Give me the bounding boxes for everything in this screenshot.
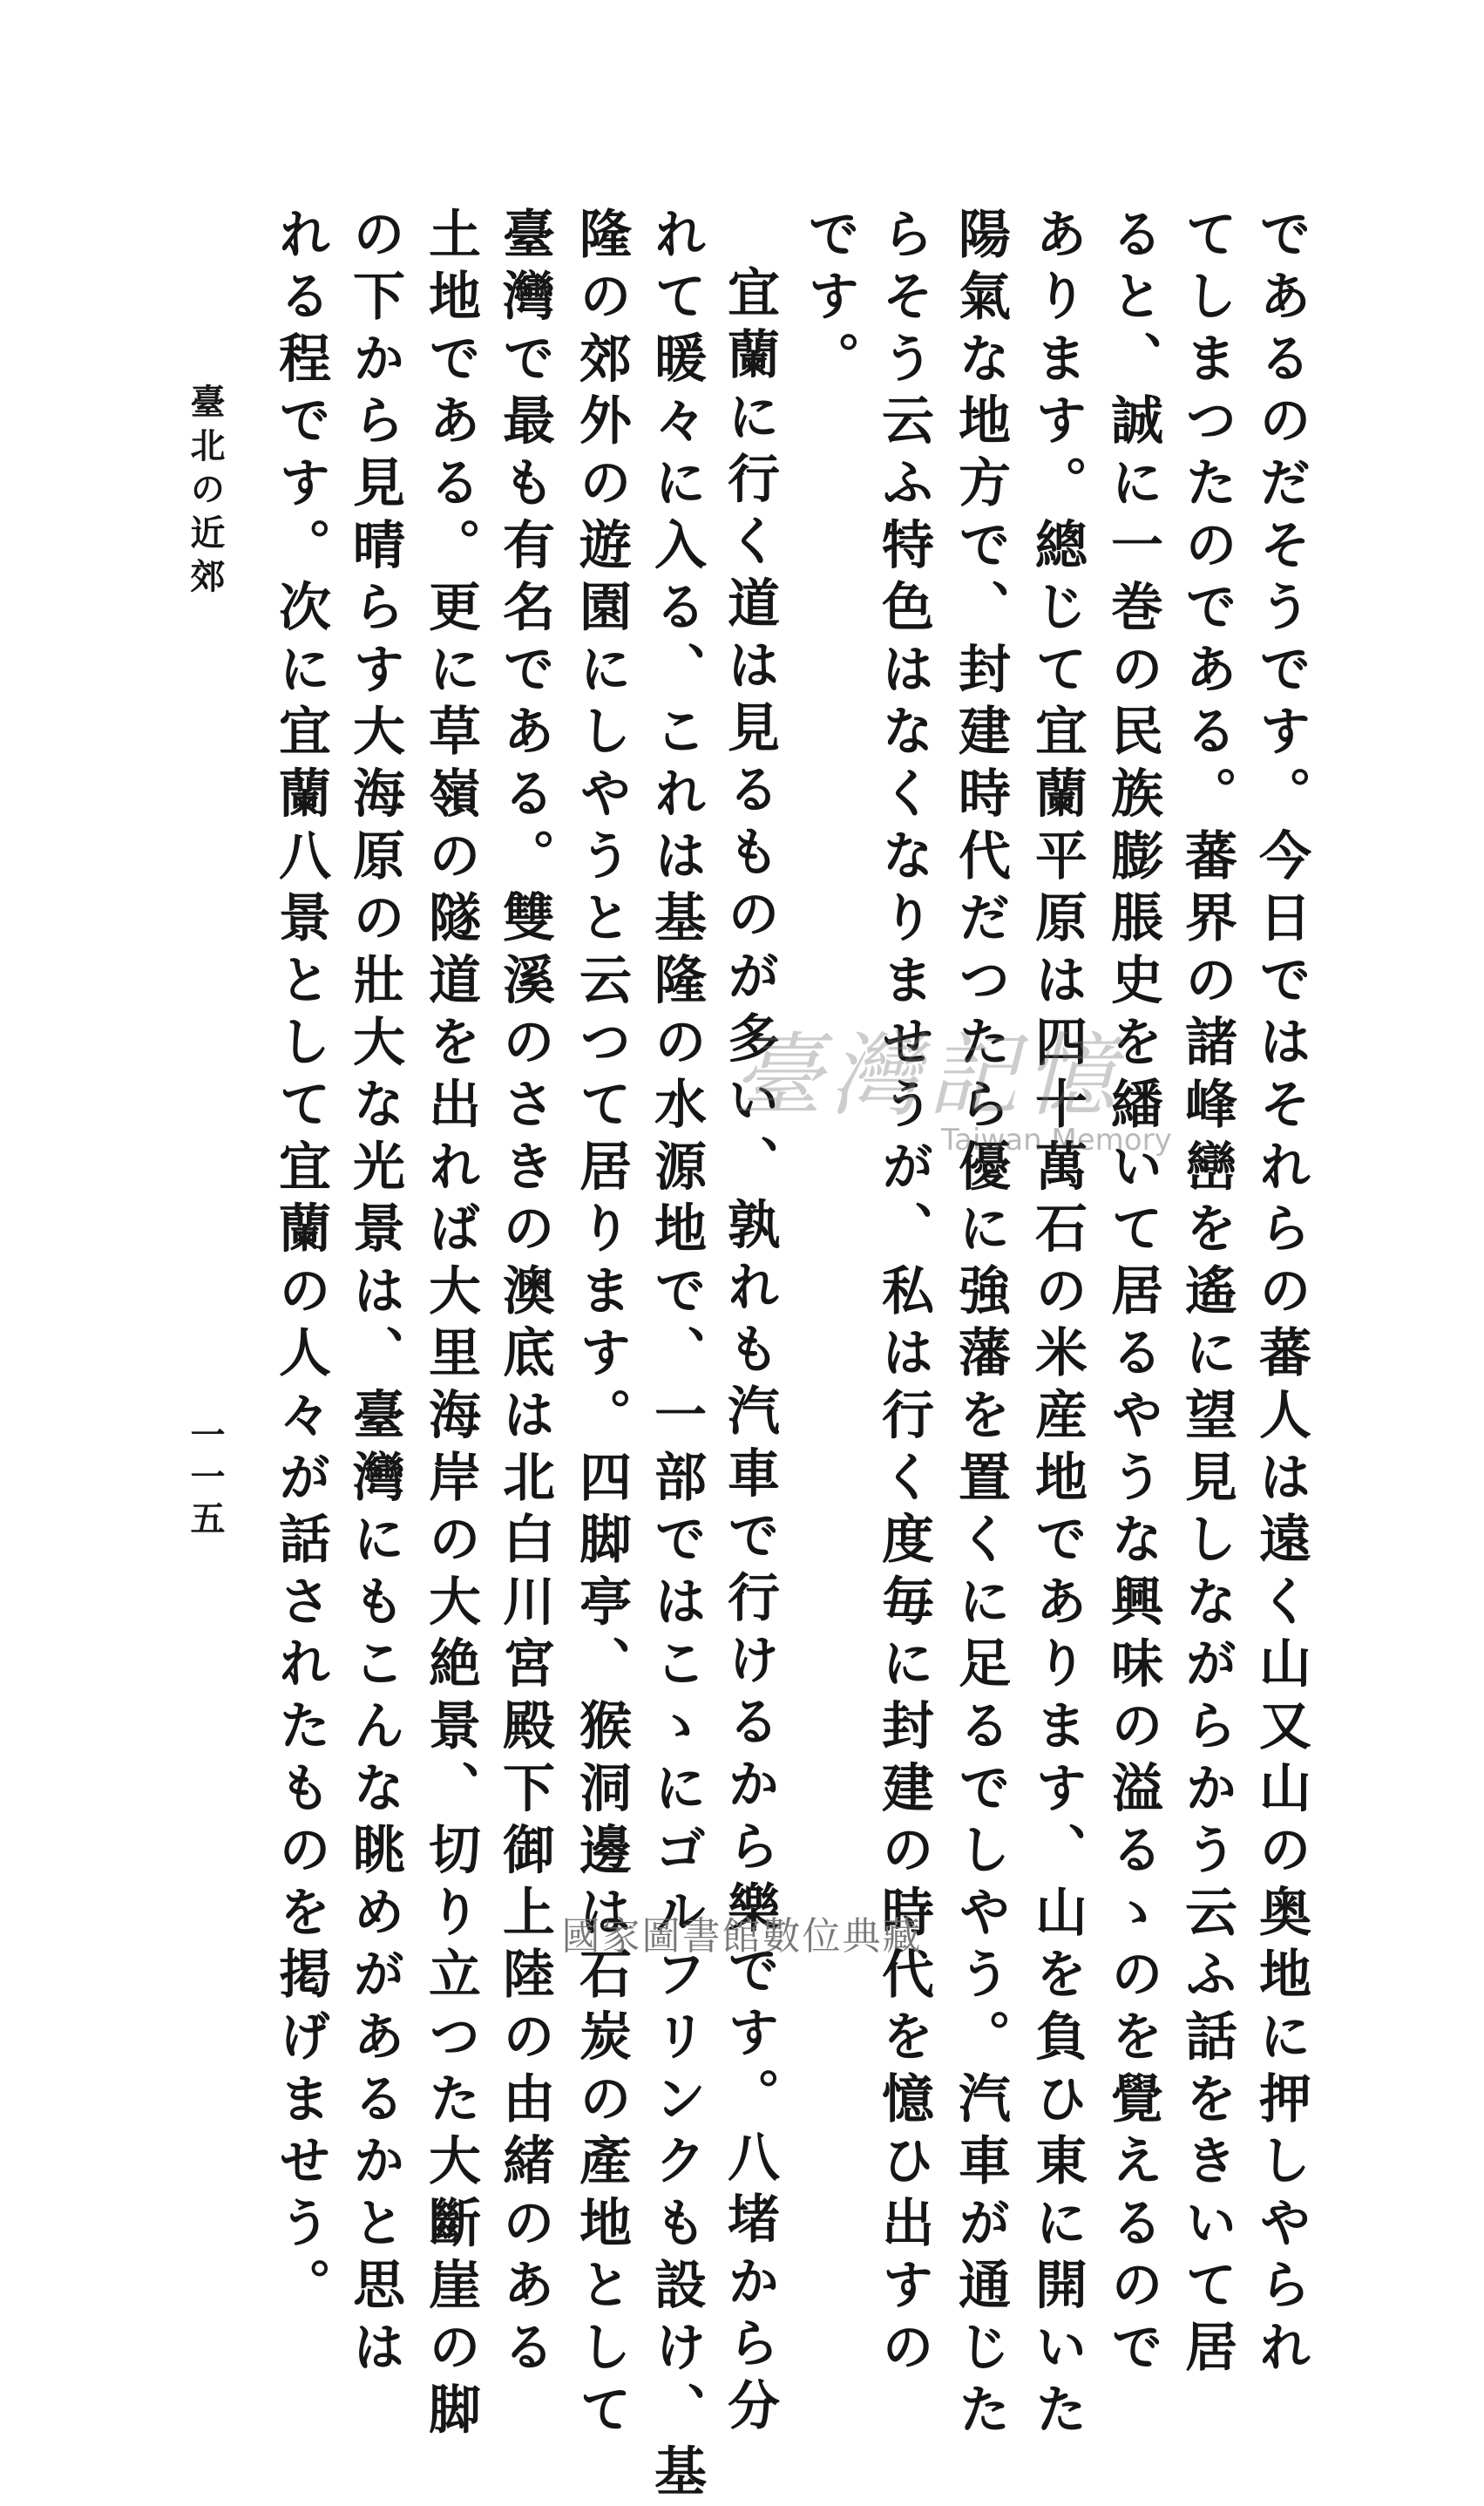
- text-column-6: らそう云ふ特色はなくなりませうが、私は行く度毎に封建の時代を憶ひ出すの: [873, 207, 934, 2382]
- page-number: 一一五: [185, 1416, 226, 1542]
- watermark-title: 臺灣記憶: [732, 1022, 1123, 1129]
- text-column-13: の下から見晴らす大海原の壯大な光景は、臺灣にもこんな眺めがあるかと思は: [344, 207, 405, 2382]
- running-head: 臺北の近郊: [185, 384, 226, 601]
- text-column-4: あります。總じて宜蘭平原は四十萬石の米産地であります、山を負ひ東に開いた: [1027, 207, 1088, 2444]
- text-column-12: 土地である。更に草嶺の隧道を出れば大里海岸の大絶景、切り立つた大斷崖の脚: [420, 207, 481, 2444]
- text-column-2: てしまつたのである。蕃界の諸峰巒を遙に望見しながらかう云ふ話をきいて居: [1176, 207, 1237, 2382]
- text-column-5: 陽氣な地方で、封建時代だつたら優に強藩を置くに足るでしやう。汽車が通じた: [950, 207, 1011, 2444]
- text-column-8: 宜蘭に行く道は見るものが多い、孰れも汽車で行けるから樂です。八堵から分: [719, 265, 780, 2441]
- watermark-subtitle: Taiwan Memory: [941, 1123, 1172, 1158]
- text-column-1: であるのだそうです。今日ではそれらの蕃人は遠く山又山の奥地に押しやられ: [1250, 207, 1311, 2382]
- text-column-3: ると、誠に一巻の民族膨脹史を繙いて居るやうな興味の溢るゝのを覺えるので: [1102, 207, 1163, 2382]
- text-column-9: れて暖々に入る、これは基隆の水源地で、一部ではこゝにゴルフリンクも設け、基: [646, 207, 707, 2506]
- text-column-10: 隆の郊外の遊園にしやうと云つて居ります。四脚亭、猴洞邊は石炭の產地として: [571, 207, 632, 2444]
- text-column-11: 臺灣で最も有名である。雙溪のさきの澳底は北白川宮殿下御上陸の由緒のある: [494, 207, 555, 2382]
- text-column-7: です。: [799, 207, 860, 393]
- text-column-14: れる程です。次に宜蘭八景として宜蘭の人々が話されたものを掲げませう。: [270, 207, 331, 2320]
- watermark-logo: [732, 1002, 1185, 1168]
- footer-credit: 國家圖書館數位典藏: [561, 1914, 923, 1959]
